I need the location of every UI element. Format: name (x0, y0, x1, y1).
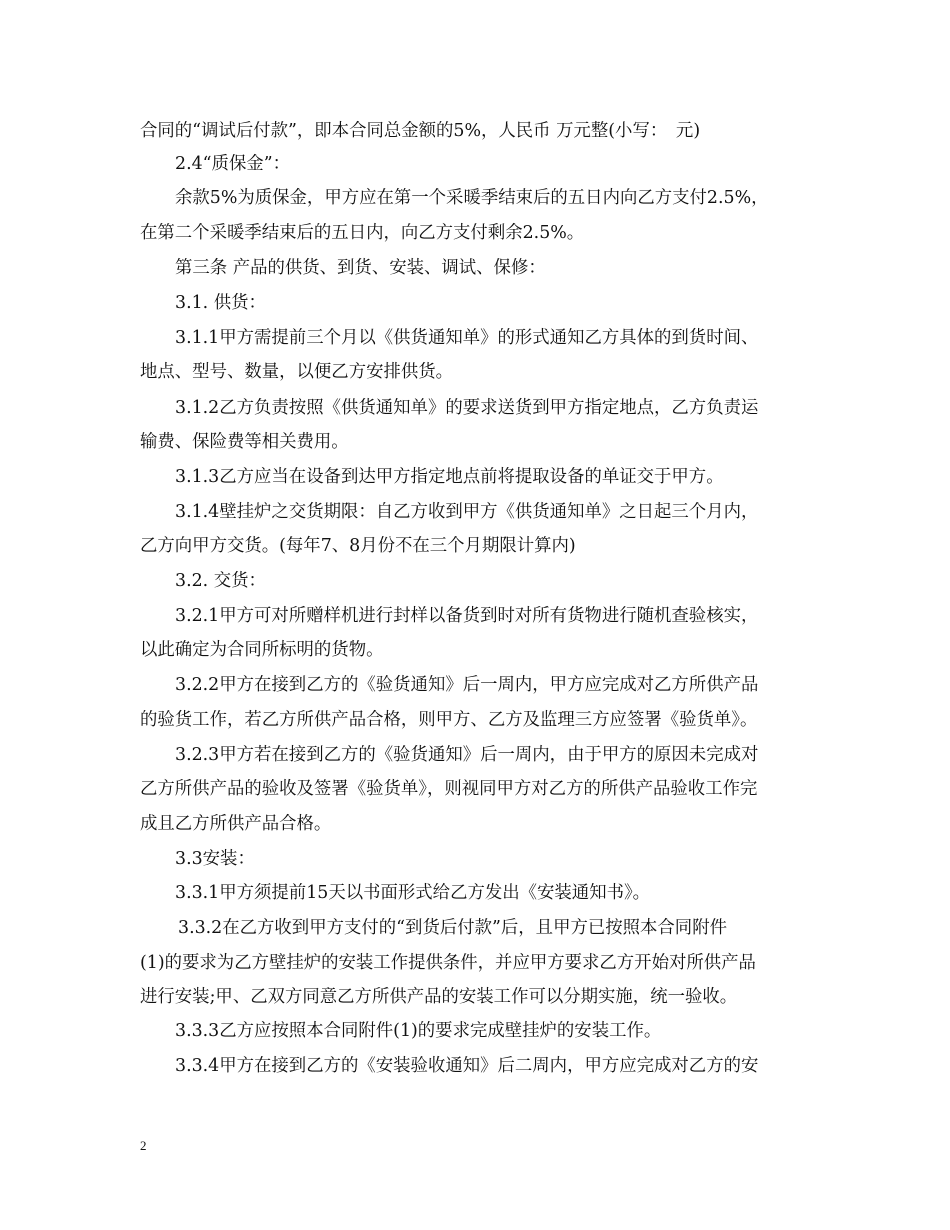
text-line: 成且乙方所供产品合格。 (140, 814, 332, 834)
text-line: 合同的“调试后付款”，即本合同总金额的5%，人民币 万元整(小写： 元) (140, 121, 701, 141)
section-heading: 3.1. 供货： (175, 293, 266, 313)
article-heading: 第三条 产品的供货、到货、安装、调试、保修： (175, 258, 546, 278)
text-line: 3.1.2乙方负责按照《供货通知单》的要求送货到甲方指定地点，乙方负责运 (175, 398, 759, 418)
text-line: 3.3.4甲方在接到乙方的《安装验收通知》后二周内，甲方应完成对乙方的安 (175, 1056, 759, 1076)
text-line: 乙方向甲方交货。(每年7、8月份不在三个月期限计算内) (140, 536, 576, 556)
text-line: (1)的要求为乙方壁挂炉的安装工作提供条件，并应甲方要求乙方开始对所供产品 (140, 953, 756, 973)
section-heading: 3.3安装： (175, 849, 255, 869)
text-line: 3.3.1甲方须提前15天以书面形式给乙方发出《安装通知书》。 (175, 883, 651, 903)
text-line: 余款5%为质保金，甲方应在第一个采暖季结束后的五日内向乙方支付2.5%， (175, 188, 769, 208)
text-line: 的验货工作，若乙方所供产品合格，则甲方、乙方及监理三方应签署《验货单》。 (140, 710, 758, 730)
section-heading: 3.2. 交货： (175, 571, 266, 591)
text-line: 2.4“质保金”： (175, 154, 291, 174)
text-line: 进行安装;甲、乙双方同意乙方所供产品的安装工作可以分期实施，统一验收。 (140, 987, 738, 1007)
text-line: 3.3.3乙方应按照本合同附件(1)的要求完成壁挂炉的安装工作。 (175, 1021, 662, 1041)
text-line: 乙方所供产品的验收及签署《验货单》，则视同甲方对乙方的所供产品验收工作完 (140, 779, 758, 799)
text-line: 输费、保险费等相关费用。 (140, 432, 349, 452)
text-line: 地点、型号、数量，以便乙方安排供货。 (140, 362, 454, 382)
text-line: 3.1.4壁挂炉之交货期限：自乙方收到甲方《供货通知单》之日起三个月内， (175, 502, 759, 522)
text-line: 以此确定为合同所标明的货物。 (140, 640, 384, 660)
text-line: 3.1.3乙方应当在设备到达甲方指定地点前将提取设备的单证交于甲方。 (175, 467, 724, 487)
page-number: 2 (140, 1138, 147, 1153)
text-line: 3.3.2在乙方收到甲方支付的“到货后付款”后，且甲方已按照本合同附件 (178, 918, 727, 938)
text-line: 在第二个采暖季结束后的五日内，向乙方支付剩余2.5%。 (140, 223, 585, 243)
text-line: 3.2.2甲方在接到乙方的《验货通知》后一周内，甲方应完成对乙方所供产品 (175, 675, 759, 695)
text-line: 3.2.1甲方可对所赠样机进行封样以备货到时对所有货物进行随机查验核实， (175, 606, 759, 626)
text-line: 3.2.3甲方若在接到乙方的《验货通知》后一周内，由于甲方的原因未完成对 (175, 745, 759, 765)
text-line: 3.1.1甲方需提前三个月以《供货通知单》的形式通知乙方具体的到货时间、 (175, 328, 759, 348)
